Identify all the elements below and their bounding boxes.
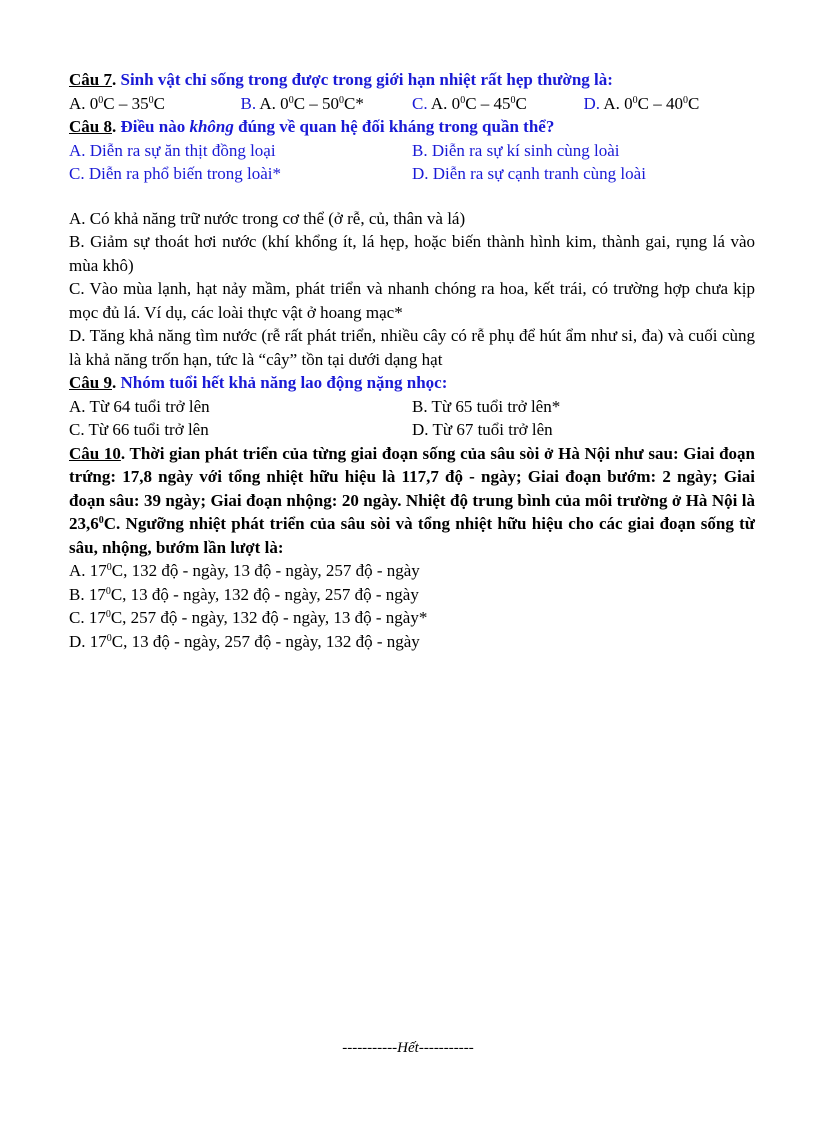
q9-option-a[interactable]: A. Từ 64 tuổi trở lên bbox=[69, 396, 210, 416]
question-10: Câu 10. Thời gian phát triển của từng giai đoạn sống của sâu sòi ở Hà Nội như sau: Giai đoạn trứng: 17,8 ngày với tổng nhiệt hữu hiệu là 117,7 độ - ngày; Giai đoạn bướm: 2 ngày; Giai đoạn sâu: 39 ngày; Giai đoạn nhộng: 20 ngày. Nhiệt độ trung bình của môi trường ở Hà Nội là 23,6$^0$C. Ngưỡng nhiệt phát triển của sâu sòi và tổng nhiệt hữu hiệu cho các giai đoạn sống từ sâu, nhộng, bướm lần lượt là: bbox=[69, 443, 755, 557]
q10-option-d[interactable]: D. $17^0C$, 13 độ - ngày, 257 độ - ngày, 132 độ - ngày bbox=[69, 631, 420, 651]
q7-option-b[interactable]: B. A. $0^0C - 50^0C*$ bbox=[240, 93, 364, 113]
question-9-options-row-2 bbox=[69, 418, 755, 442]
question-7-options bbox=[69, 92, 755, 116]
q8-option-d[interactable]: D. Diễn ra sự cạnh tranh cùng loài bbox=[412, 164, 646, 183]
question-8: Câu 8. Điều nào không đúng về quan hệ đối kháng trong quần thể? bbox=[69, 117, 555, 136]
q8-option-b[interactable]: B. Diễn ra sự kí sinh cùng loài bbox=[412, 140, 620, 160]
exam-page bbox=[69, 68, 755, 653]
end-word: Hết bbox=[397, 1040, 419, 1056]
question-8-emphasis: không bbox=[189, 117, 234, 136]
q9-option-d[interactable]: D. Từ 67 tuổi trở lên bbox=[412, 420, 553, 439]
q8-option-a[interactable]: A. Diễn ra sự ăn thịt đồng loại bbox=[69, 140, 276, 160]
question-7-label: Câu 7 bbox=[69, 70, 112, 89]
question-8-options-row-1 bbox=[69, 139, 755, 163]
q9-option-c[interactable]: C. Từ 66 tuổi trở lên bbox=[69, 420, 209, 439]
loose-option-d[interactable]: D. Tăng khả năng tìm nước (rễ rất phát triển, nhiều cây có rễ phụ để hút ẩm như si, đa) và cuối cùng là khả năng trốn hạn, tức là “cây” tồn tại dưới dạng hạt bbox=[69, 326, 755, 369]
loose-option-a[interactable]: A. Có khả năng trữ nước trong cơ thể (ở rễ, củ, thân và lá) bbox=[69, 208, 466, 228]
question-7-text: Sinh vật chỉ sống trong được trong giới hạn nhiệt rất hẹp thường là: bbox=[120, 70, 613, 89]
q9-option-b[interactable]: B. Từ 65 tuổi trở lên* bbox=[412, 396, 561, 416]
loose-option-b[interactable]: B. Giảm sự thoát hơi nước (khí khổng ít, lá hẹp, hoặc biến thành hình kim, thành gai, rụng lá vào mùa khô) bbox=[69, 232, 755, 275]
q8-option-c[interactable]: C. Diễn ra phổ biến trong loài* bbox=[69, 164, 281, 183]
q7-option-c[interactable]: C. A. $0^0C - 45^0C$ bbox=[412, 93, 527, 113]
question-9-options-row-1 bbox=[69, 395, 755, 419]
question-9-label: Câu 9 bbox=[69, 373, 112, 392]
question-10-text: Thời gian phát triển của từng giai đoạn sống của sâu sòi ở Hà Nội như sau: Giai đoạn trứng: 17,8 ngày với tổng nhiệt hữu hiệu là 117,7 độ - ngày; Giai đoạn bướm: 2 ngày; Giai đoạn sâu: 39 ngày; Giai đoạn nhộng: 20 ngày. Nhiệt độ trung bình của môi trường ở Hà Nội là 23,6 bbox=[69, 443, 755, 533]
end-marker: -----------Hết----------- bbox=[342, 1040, 474, 1056]
question-7: Câu 7. Sinh vật chỉ sống trong được trong giới hạn nhiệt rất hẹp thường là: bbox=[69, 70, 613, 89]
question-8-options-row-2 bbox=[69, 162, 755, 186]
question-10-label: Câu 10 bbox=[69, 443, 121, 463]
q10-option-c[interactable]: C. $17^0C$, 257 độ - ngày, 132 độ - ngày, 13 độ - ngày* bbox=[69, 608, 428, 627]
loose-option-c[interactable]: C. Vào mùa lạnh, hạt nảy mầm, phát triển và nhanh chóng ra hoa, kết trái, có trường hợp chưa kịp mọc đủ lá. Ví dụ, các loài thực vật ở hoang mạc* bbox=[69, 279, 755, 322]
q7-option-d[interactable]: D. A. $0^0C - 40^0C$ bbox=[583, 93, 700, 113]
q7-option-a[interactable]: A. $0^0C - 35^0C$ bbox=[69, 93, 165, 113]
q10-option-a[interactable]: A. $17^0C$, 132 độ - ngày, 13 độ - ngày, 257 độ - ngày bbox=[69, 561, 420, 580]
question-9: Câu 9. Nhóm tuổi hết khả năng lao động nặng nhọc: bbox=[69, 373, 448, 392]
q10-option-b[interactable]: B. $17^0C$, 13 độ - ngày, 132 độ - ngày, 257 độ - ngày bbox=[69, 584, 419, 604]
question-8-label: Câu 8 bbox=[69, 117, 112, 136]
question-9-text: Nhóm tuổi hết khả năng lao động nặng nhọc: bbox=[120, 373, 448, 392]
